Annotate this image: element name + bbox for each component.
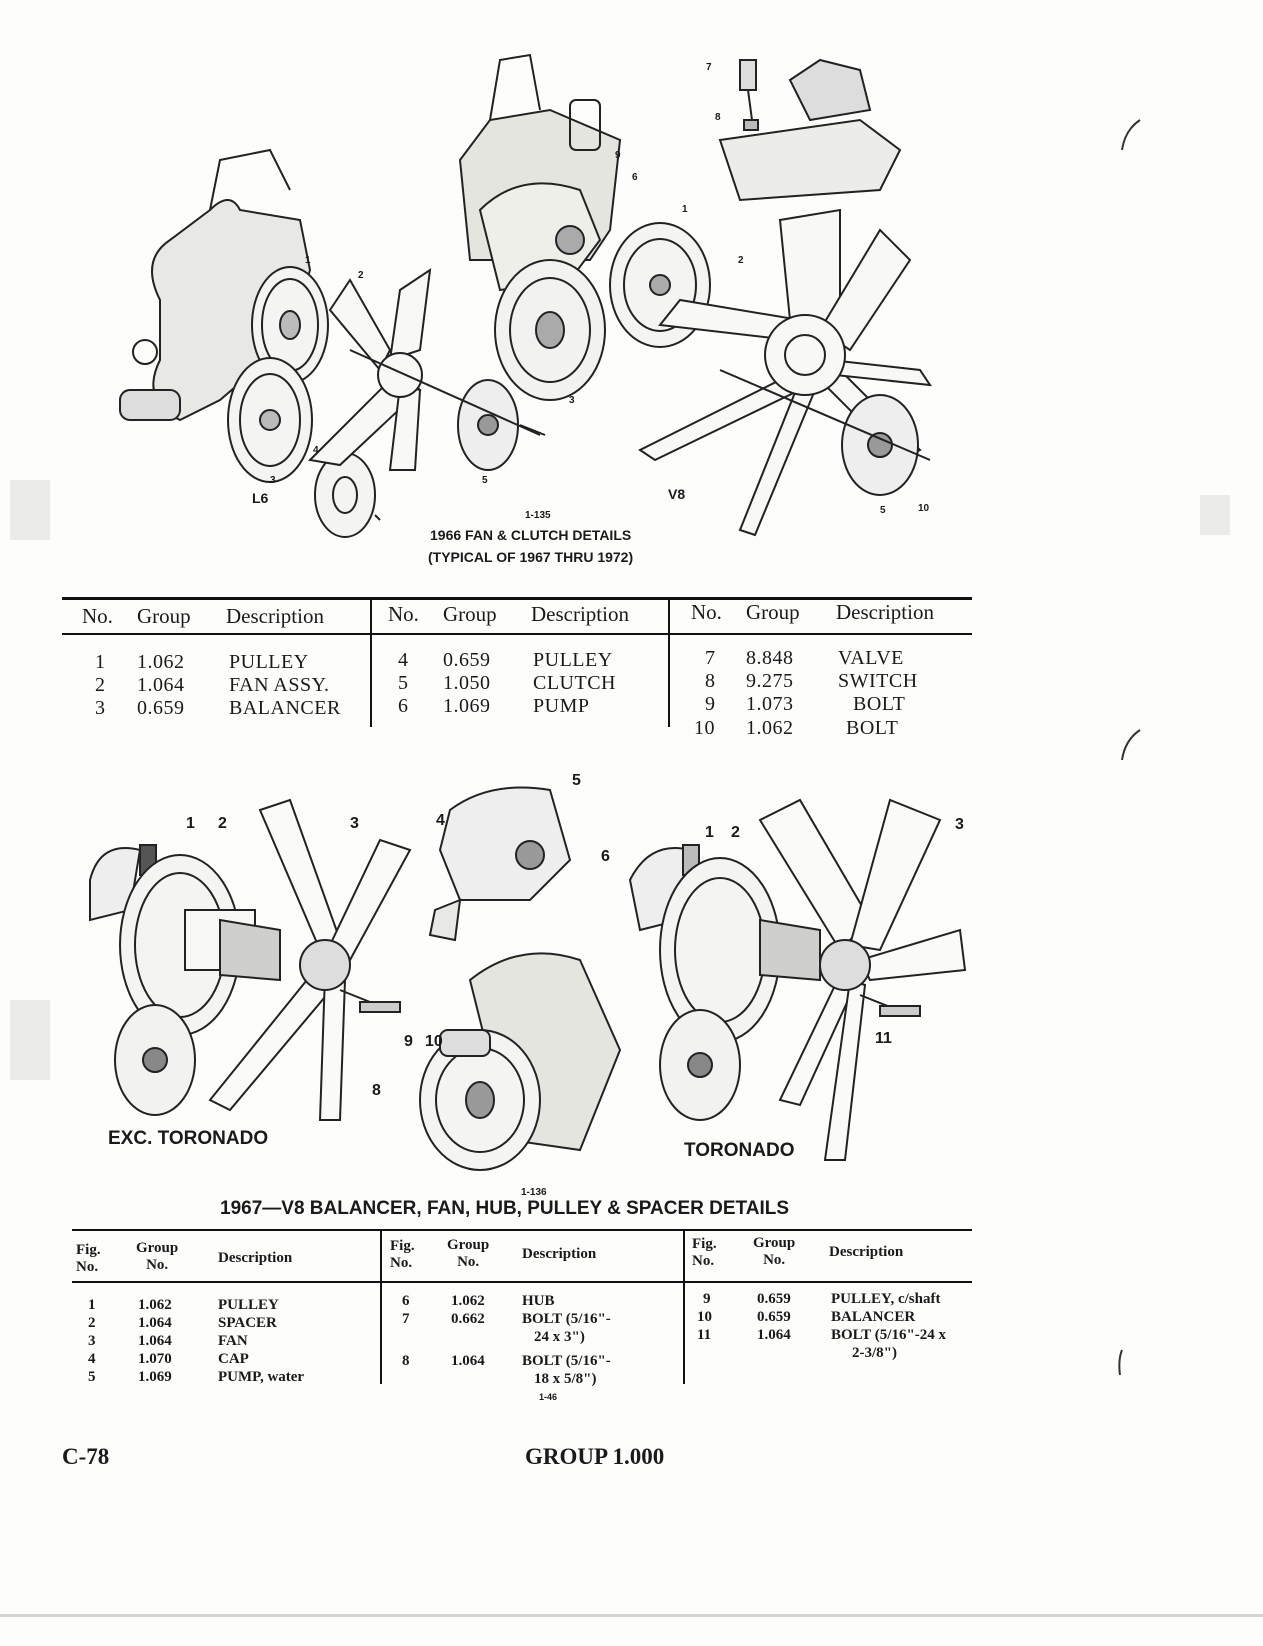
table2-row-group: 1.064 — [138, 1315, 172, 1331]
table2-row-group: 0.659 — [757, 1291, 791, 1307]
callout: 2 — [358, 270, 364, 281]
table2-row-description: BOLT (5/16"-24 x — [831, 1327, 947, 1343]
table2-row-description: HUB — [522, 1293, 555, 1309]
table1-row-group: 9.275 — [746, 670, 794, 692]
table1-header-description: Description — [531, 602, 629, 626]
table2-header-group: Group No. — [447, 1237, 490, 1270]
table1-header-no: No. — [82, 604, 113, 628]
table2-row-no: 4 — [88, 1351, 96, 1367]
table2-row-no: 2 — [88, 1315, 96, 1331]
scan-edge-artifact — [1200, 495, 1230, 535]
table2-row-description: BALANCER — [831, 1309, 916, 1325]
callout: 6 — [632, 172, 638, 183]
callout: 2 — [738, 255, 744, 266]
table2-row-description: CAP — [218, 1351, 249, 1367]
callout: 10 — [918, 503, 930, 514]
center-pump-balancer — [420, 788, 620, 1171]
l6-pulley-4 — [315, 453, 380, 537]
table1-header-rule — [62, 633, 972, 635]
table1-row-description: FAN ASSY. — [229, 674, 330, 696]
callout: 8 — [372, 1082, 381, 1099]
table2-row-no: 8 — [402, 1353, 410, 1369]
callout: 7 — [706, 62, 712, 73]
table1-row-no: 8 — [705, 670, 716, 692]
table2-row-description-cont: 2-3/8") — [852, 1345, 897, 1361]
table1-row-no: 10 — [694, 717, 715, 739]
table2-header-fig: Fig. No. — [76, 1242, 101, 1275]
table1-row-group: 1.062 — [137, 651, 185, 673]
table1-row-group: 1.073 — [746, 693, 794, 715]
table2-row-group: 1.064 — [451, 1353, 485, 1369]
table2-row-group: 1.064 — [138, 1333, 172, 1349]
table1-row-description: BOLT — [846, 717, 899, 739]
table2-header-description: Description — [522, 1246, 597, 1262]
callout: 1 — [186, 815, 195, 832]
table1-row-no: 9 — [705, 693, 716, 715]
callout: 2 — [731, 824, 740, 841]
table1-row-description: SWITCH — [838, 670, 918, 692]
table1-row-group: 8.848 — [746, 647, 794, 669]
table2-row-description-cont: 24 x 3") — [534, 1329, 585, 1345]
table2-row-no: 3 — [88, 1333, 96, 1349]
table1-header-description: Description — [836, 600, 934, 624]
margin-marks — [1110, 110, 1170, 1410]
v8-valve-switch — [720, 60, 900, 200]
callout: 5 — [572, 772, 581, 789]
table2-top-rule — [72, 1229, 972, 1231]
table2-header-fig: Fig. No. — [390, 1238, 415, 1271]
table2-row-no: 5 — [88, 1369, 96, 1385]
callout: 3 — [569, 395, 575, 406]
table1-row-no: 3 — [95, 697, 106, 719]
table2-code: 1-46 — [539, 1392, 558, 1402]
table2-row-group: 0.659 — [757, 1309, 791, 1325]
callout: 6 — [601, 848, 610, 865]
table2-row-group: 1.062 — [451, 1293, 485, 1309]
table1-divider-1 — [370, 597, 372, 727]
v8-balancer-3 — [495, 260, 605, 400]
callout: 2 — [218, 815, 227, 832]
table1-row-no: 2 — [95, 674, 106, 696]
table2-row-description-cont: 18 x 5/8") — [534, 1371, 597, 1387]
table2-header-description: Description — [218, 1250, 293, 1266]
toronado-assembly — [630, 800, 965, 1160]
callout: 1 — [682, 204, 688, 215]
table1-row-group: 1.050 — [443, 672, 491, 694]
table2-row-description: BOLT (5/16"- — [522, 1353, 611, 1369]
callout: 4 — [313, 445, 319, 456]
v8-label: V8 — [668, 486, 686, 502]
callout: 5 — [880, 505, 886, 516]
table1-row-no: 4 — [398, 649, 409, 671]
table1-row-description: PUMP — [533, 695, 590, 717]
table1-row-description: VALVE — [838, 647, 904, 669]
callout: 9 — [404, 1033, 413, 1050]
callout: 3 — [350, 815, 359, 832]
table2-row-description: BOLT (5/16"- — [522, 1311, 611, 1327]
table1-row-description: CLUTCH — [533, 672, 616, 694]
table1-row-no: 1 — [95, 651, 106, 673]
table2-row-no: 9 — [703, 1291, 711, 1307]
callout: 3 — [270, 475, 276, 486]
bottom-figure-title: 1967—V8 BALANCER, FAN, HUB, PULLEY & SPACER DETAILS — [220, 1198, 790, 1219]
table1-row-group: 1.062 — [746, 717, 794, 739]
table1-row-no: 6 — [398, 695, 409, 717]
table2-row-no: 1 — [88, 1297, 96, 1313]
table2-header-fig: Fig. No. — [692, 1236, 717, 1269]
figure-code: 1-135 — [525, 510, 551, 521]
table2-row-group: 1.069 — [138, 1369, 172, 1385]
table1-row-no: 5 — [398, 672, 409, 694]
scan-edge-artifact — [10, 1000, 50, 1080]
exc-toronado-assembly — [90, 800, 410, 1120]
table2-row-group: 1.062 — [138, 1297, 172, 1313]
table1-row-no: 7 — [705, 647, 716, 669]
toronado-label: TORONADO — [684, 1140, 795, 1161]
table2-row-description: SPACER — [218, 1315, 277, 1331]
table1-row-group: 0.659 — [443, 649, 491, 671]
table2-row-description: PULLEY, c/shaft — [831, 1291, 941, 1307]
figure-code: 1-136 — [521, 1187, 547, 1198]
table2-row-no: 10 — [697, 1309, 712, 1325]
page-number: C-78 — [62, 1444, 110, 1469]
table2-row-no: 6 — [402, 1293, 410, 1309]
table2-divider-1 — [380, 1229, 382, 1384]
table2-header-description: Description — [829, 1244, 904, 1260]
table1-row-description: BOLT — [853, 693, 906, 715]
table1-divider-2 — [668, 597, 670, 727]
table1-header-description: Description — [226, 604, 324, 628]
callout: 1 — [705, 824, 714, 841]
exc-toronado-label: EXC. TORONADO — [108, 1128, 269, 1149]
callout: 5 — [482, 475, 488, 486]
table1-header-no: No. — [388, 602, 419, 626]
l6-fan-assembly — [310, 270, 430, 470]
scan-edge-artifact — [10, 480, 50, 540]
l6-balancer-3 — [228, 358, 312, 482]
table1-row-group: 1.069 — [443, 695, 491, 717]
table2-row-group: 1.064 — [757, 1327, 791, 1343]
table1-header-group: Group — [746, 600, 800, 624]
callout: 1 — [305, 255, 311, 266]
scan-edge-artifact — [0, 1614, 1263, 1617]
table2-row-group: 0.662 — [451, 1311, 485, 1327]
callout: 3 — [955, 816, 964, 833]
table1-header-group: Group — [137, 604, 191, 628]
callout: 8 — [715, 112, 721, 123]
callout: 9 — [615, 150, 621, 161]
top-figure-title: 1966 FAN & CLUTCH DETAILS — [430, 527, 632, 543]
top-figure-subtitle: (TYPICAL OF 1967 THRU 1972) — [428, 549, 634, 565]
table2-row-no: 7 — [402, 1311, 410, 1327]
table2-header-rule — [72, 1281, 972, 1283]
table2-row-description: PUMP, water — [218, 1369, 305, 1385]
table1-row-group: 0.659 — [137, 697, 185, 719]
l6-label: L6 — [252, 490, 269, 506]
table2-row-no: 11 — [697, 1327, 712, 1343]
table2-row-description: PULLEY — [218, 1297, 279, 1313]
table2-header-group: Group No. — [136, 1240, 179, 1273]
group-footer: GROUP 1.000 — [525, 1444, 665, 1469]
table2-header-group: Group No. — [753, 1235, 796, 1268]
table1-row-description: BALANCER — [229, 697, 341, 719]
callout: 10 — [425, 1033, 443, 1050]
table1-header-group: Group — [443, 602, 497, 626]
top-figure-diagram — [100, 40, 1100, 560]
table1-row-description: PULLEY — [533, 649, 613, 671]
table1-row-group: 1.064 — [137, 674, 185, 696]
table2-divider-2 — [683, 1229, 685, 1384]
table1-header-no: No. — [691, 600, 722, 624]
table1-row-description: PULLEY — [229, 651, 309, 673]
bottom-figure-diagram — [60, 770, 1020, 1190]
table2-row-description: FAN — [218, 1333, 248, 1349]
table2-row-group: 1.070 — [138, 1351, 172, 1367]
callout: 11 — [875, 1030, 892, 1047]
callout: 4 — [436, 812, 445, 829]
